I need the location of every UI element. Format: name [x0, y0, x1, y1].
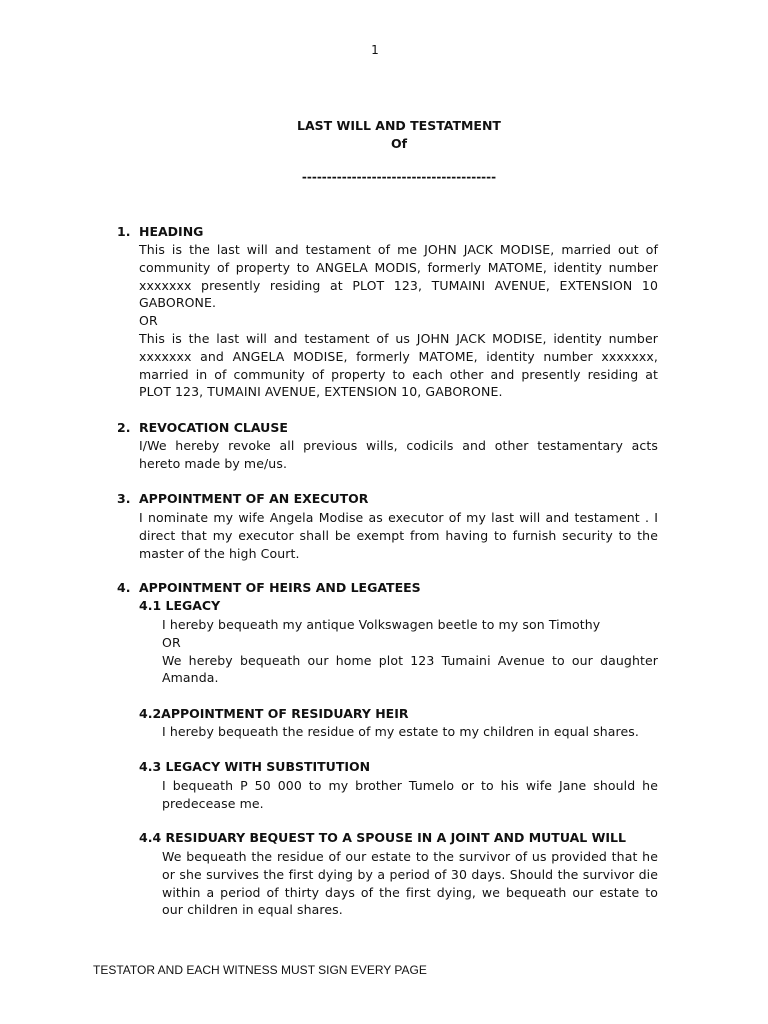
text-line: I nominate my wife Angela Modise as executor of my last will and testament . I — [139, 510, 658, 525]
text-line: This is the last will and testament of us JOHN JACK MODISE, identity number — [139, 330, 658, 346]
or-separator: OR — [162, 634, 181, 650]
section-1-number: 1. — [117, 224, 131, 239]
text-line: our children in equal shares. — [162, 902, 343, 918]
text-line: direct that my executor shall be exempt from having to furnish security to the — [139, 527, 658, 543]
text-line: xxxxxxx presently residing at PLOT 123, TUMAINI AVENUE, EXTENSION 10 — [139, 277, 658, 293]
document-title — [0, 117, 768, 153]
subsection-4-3-heading: 4.3 LEGACY WITH SUBSTITUTION — [139, 759, 371, 774]
text-line: married in of community of property to each other and presently residing at — [139, 366, 658, 382]
subsection-4-2-body — [162, 723, 658, 741]
section-4-number: 4. — [117, 580, 131, 595]
text-line: PLOT 123, TUMAINI AVENUE, EXTENSION 10, GABORONE. — [139, 384, 503, 400]
text-line: I hereby bequeath the residue of my estate to my children in equal shares. — [162, 724, 639, 739]
section-3-body — [139, 509, 658, 562]
title-line-1: LAST WILL AND TESTATMENT — [297, 118, 501, 133]
title-dash-line: --------------------------------------- — [301, 170, 497, 184]
subsection-4-3-body — [162, 777, 658, 813]
text-line: We bequeath the residue of our estate to the survivor of us provided that he — [162, 849, 658, 864]
text-line: community of property to ANGELA MODIS, formerly MATOME, identity number — [139, 259, 658, 275]
subsection-4-1-body — [162, 616, 658, 687]
text-line: within a period of thirty days of the first dying, we bequeath our estate to — [162, 884, 658, 900]
subsection-4-4-heading: 4.4 RESIDUARY BEQUEST TO A SPOUSE IN A JOINT AND MUTUAL WILL — [139, 830, 626, 845]
text-line: This is the last will and testament of me JOHN JACK MODISE, married out of — [139, 242, 658, 257]
text-line: I hereby bequeath my antique Volkswagen beetle to my son Timothy — [162, 617, 601, 632]
text-line: xxxxxxx and ANGELA MODISE, formerly MATOME, identity number xxxxxxx, — [139, 348, 658, 364]
or-separator: OR — [139, 313, 158, 329]
text-line: GABORONE. — [139, 295, 217, 311]
text-line: or she survives the first dying by a period of 30 days. Should the survivor die — [162, 866, 658, 882]
section-3-heading: APPOINTMENT OF AN EXECUTOR — [139, 491, 369, 506]
text-line: hereto made by me/us. — [139, 455, 288, 471]
section-3-number: 3. — [117, 491, 131, 506]
page-number: 1 — [371, 43, 379, 57]
section-2-number: 2. — [117, 420, 131, 435]
text-line: master of the high Court. — [139, 545, 300, 561]
text-line: Amanda. — [162, 670, 219, 686]
section-4-heading: APPOINTMENT OF HEIRS AND LEGATEES — [139, 580, 421, 595]
subsection-4-4-body — [162, 848, 658, 919]
subsection-4-1-heading: 4.1 LEGACY — [139, 598, 221, 613]
text-line: I/We hereby revoke all previous wills, codicils and other testamentary acts — [139, 438, 658, 453]
text-line: We hereby bequeath our home plot 123 Tumaini Avenue to our daughter — [162, 652, 658, 668]
section-1-body — [139, 241, 658, 401]
text-line: predecease me. — [162, 795, 264, 811]
section-2-heading: REVOCATION CLAUSE — [139, 420, 288, 435]
title-line-2: Of — [390, 136, 408, 151]
subsection-4-2-heading: 4.2APPOINTMENT OF RESIDUARY HEIR — [139, 706, 409, 721]
section-2-body — [139, 437, 658, 473]
page-footer: TESTATOR AND EACH WITNESS MUST SIGN EVERY PAGE — [93, 963, 427, 977]
text-line: I bequeath P 50 000 to my brother Tumelo or to his wife Jane should he — [162, 778, 658, 793]
section-1-heading: HEADING — [139, 224, 204, 239]
